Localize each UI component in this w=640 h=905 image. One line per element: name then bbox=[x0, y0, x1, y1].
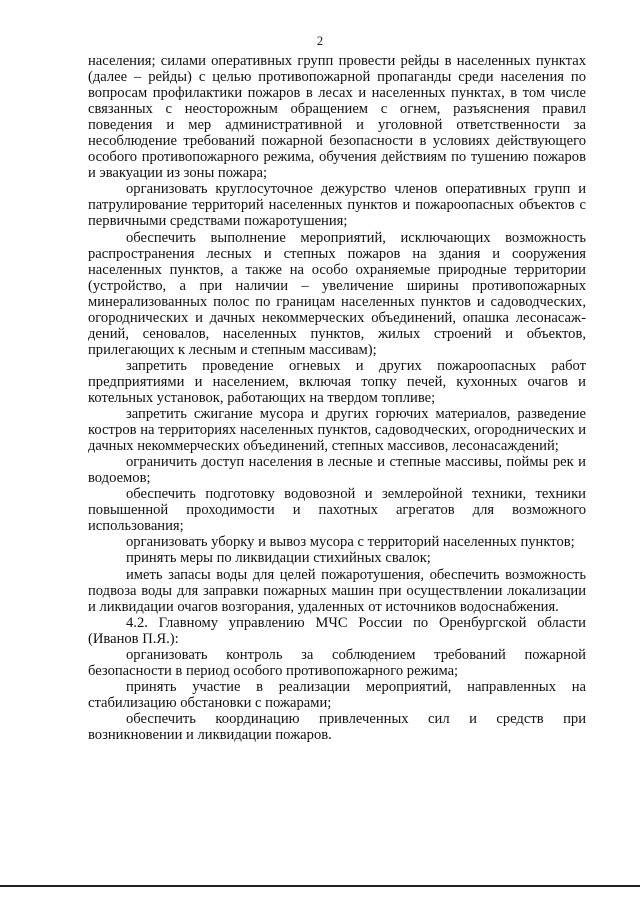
paragraph-garbage-removal: организовать уборку и вывоз мусора с территорий населенных пунктов; bbox=[126, 534, 575, 551]
paragraph-duty-patrol: организовать круглосуточное дежурство членов оперативных групп и патрулирование территорий населенных пунктов и пожароопасных объектов с первичными средствами пожаротушения; bbox=[88, 181, 586, 230]
paragraph-fire-spread-measures: обеспечить выполнение мероприятий, исключающих возможность распространения лесных и степных пожаров на здания и сооружения населенных пунктов, а также на особо охраняемые природные территории (устройство, а при наличии – увеличение ширины противопожарных минерализованных полос по границам населенных пунктов и садоводческих, огороднических и дачных некоммерческих объединений, опашка лесонасаждений, сеновалов, населенных пунктов, жилых строений и объектов, прилегающих к лесным и степным массивам); bbox=[88, 229, 586, 358]
paragraph-coordination: обеспечить координацию привлеченных сил и средств при возникновении и ликвидации пожаров. bbox=[88, 710, 586, 743]
bottom-border-line bbox=[0, 885, 640, 887]
paragraph-stabilization: принять участие в реализации мероприятий, направленных на стабилизацию обстановки с пожарами; bbox=[88, 678, 586, 711]
paragraph-propaganda-raids: населения; силами оперативных групп провести рейды в населенных пунктах (далее – рейды) с целью противопожарной пропаганды среди населения по вопросам профилактики пожаров в лесах и населенных пунктах, в том числе связанных с неосторожным обращением с огнем, разъяснения правил поведения и мер административной и уголовной ответственности за несоблюдение требований пожарной безопасности в условиях действующего особого противопожарного режима, обучения действиям по тушению пожаров и эвакуации из зоны пожара; bbox=[88, 53, 586, 182]
paragraph-prepare-equipment: обеспечить подготовку водовозной и землеройной техники, техники повышенной проходимости и пахотных агрегатов для возможного использования; bbox=[88, 486, 586, 535]
paragraph-restrict-access: ограничить доступ населения в лесные и степные массивы, поймы рек и водоемов; bbox=[88, 454, 586, 487]
paragraph-ban-fire-works: запретить проведение огневых и других пожароопасных работ предприятиями и населением, включая топку печей, кухонных очагов и котельных установок, работающих на твердом топливе; bbox=[88, 357, 586, 406]
page-number: 2 bbox=[316, 34, 324, 48]
paragraph-section-4-2: 4.2. Главному управлению МЧС России по Оренбургской области (Иванов П.Я.): bbox=[88, 614, 586, 647]
paragraph-eliminate-dumps: принять меры по ликвидации стихийных свалок; bbox=[126, 550, 431, 567]
document-body bbox=[88, 53, 586, 743]
paragraph-water-supply: иметь запасы воды для целей пожаротушения, обеспечить возможность подвоза воды для заправки пожарных машин при осуществлении локализации и ликвидации очагов возгорания, удаленных от источников водоснабжения. bbox=[88, 566, 586, 615]
paragraph-ban-burning: запретить сжигание мусора и других горючих материалов, разведение костров на территориях населенных пунктов, садоводческих, огороднических и дачных некоммерческих объединений, степных массивов, лесонасаждений; bbox=[88, 406, 586, 455]
paragraph-safety-control: организовать контроль за соблюдением требований пожарной безопасности в период особого противопожарного режима; bbox=[88, 646, 586, 679]
